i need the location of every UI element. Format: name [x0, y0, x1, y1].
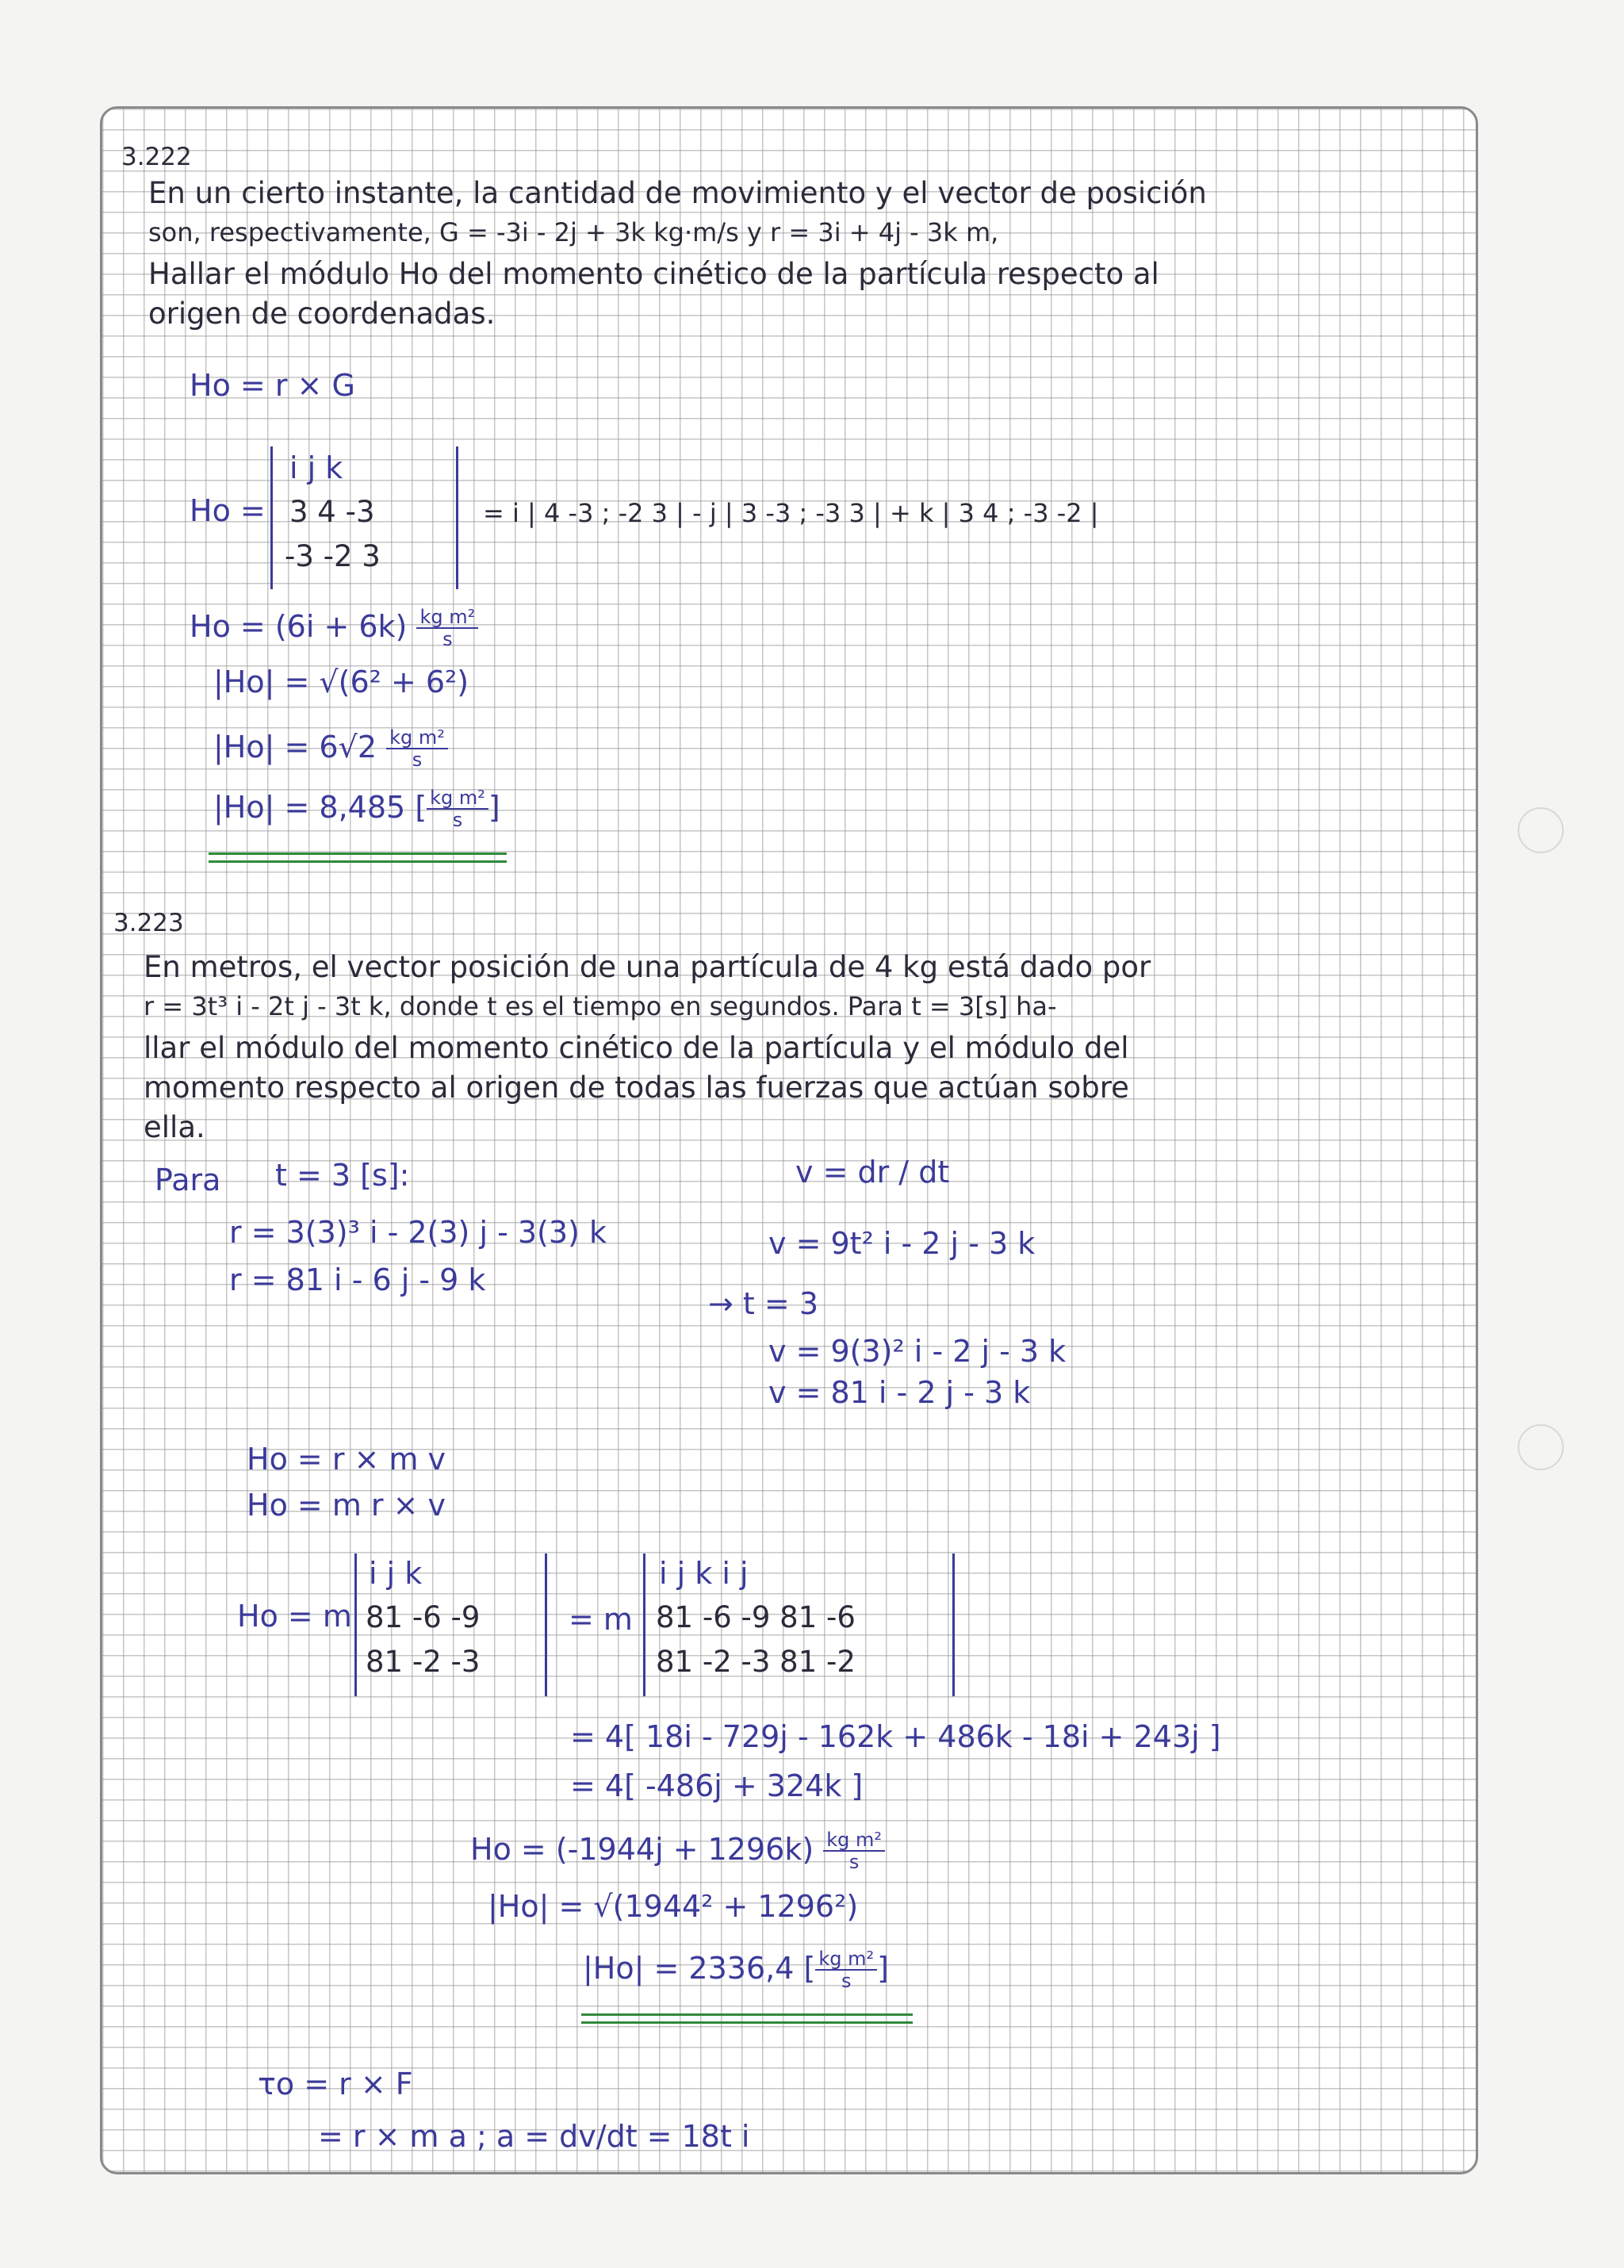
determinant-bar-left — [270, 446, 273, 589]
determinant-row: 81 -2 -3 81 -2 — [656, 1645, 856, 1679]
determinant-row: i j k — [369, 1556, 423, 1591]
unit-fraction: $\frac{\text{kg m²}}{s}$ — [416, 607, 478, 650]
determinant-label: = m — [569, 1602, 633, 1637]
magnitude-line: |Ho| = √(6² + 6²) — [213, 665, 469, 699]
determinant-bar-right — [456, 446, 458, 589]
unit-fraction: $\frac{\text{kg m²}}{s}$ — [815, 1948, 877, 1992]
problem-number: 3.223 — [113, 909, 184, 937]
unit-fraction: $\frac{\text{kg m²}}{s}$ — [386, 727, 448, 771]
bracket-close: ] — [488, 789, 500, 825]
problem-statement-line: Hallar el módulo Ho del momento cinético de la partícula respecto al — [148, 257, 1159, 291]
binder-hole — [1518, 1424, 1564, 1470]
bracket-open: [ — [803, 1950, 816, 1986]
magnitude-line — [213, 727, 448, 771]
velocity-substitution: v = 9(3)² i - 2 j - 3 k — [768, 1334, 1067, 1369]
result-vector-text: Ho = (-1944j + 1296k) — [470, 1831, 814, 1867]
determinant-bar-right — [952, 1554, 955, 1696]
determinant-row: 81 -6 -9 81 -6 — [656, 1600, 856, 1634]
determinant-expansion: = i | 4 -3 ; -2 3 | - j | 3 -3 ; -3 3 | + k | 3 4 ; -3 -2 | — [483, 498, 1099, 528]
angular-momentum-formula: Ho = m r × v — [247, 1488, 446, 1523]
determinant-row: -3 -2 3 — [285, 539, 381, 573]
problem-statement-line: son, respectivamente, G = -3i - 2j + 3k kg·m/s y r = 3i + 4j - 3k m, — [148, 217, 999, 247]
answer-underline — [581, 2021, 913, 2024]
torque-formula: τo = r × F — [258, 2067, 413, 2101]
result-vector — [190, 607, 478, 650]
velocity-definition: v = dr / dt — [795, 1155, 950, 1190]
determinant-row: i j k i j — [659, 1556, 749, 1591]
position-substitution: r = 3(3)³ i - 2(3) j - 3(3) k — [229, 1215, 607, 1250]
problem-statement-line: ella. — [144, 1110, 205, 1144]
determinant-label: Ho = — [190, 493, 266, 528]
determinant-bar-left — [643, 1554, 645, 1696]
determinant-label: Ho = m — [237, 1599, 352, 1634]
problem-number: 3.222 — [121, 143, 192, 171]
given-time: t = 3 [s]: — [275, 1158, 410, 1193]
velocity-expression: v = 9t² i - 2 j - 3 k — [768, 1226, 1036, 1261]
binder-hole — [1518, 807, 1564, 853]
time-substitution: → t = 3 — [708, 1286, 818, 1321]
final-answer-text: |Ho| = 2336,4 — [583, 1950, 795, 1986]
problem-statement-line: origen de coordenadas. — [148, 297, 496, 331]
cross-product-formula: Ho = r × G — [190, 368, 355, 403]
unit-fraction: $\frac{\text{kg m²}}{s}$ — [823, 1829, 885, 1873]
problem-statement-line: r = 3t³ i - 2t j - 3t k, donde t es el tiempo en segundos. Para t = 3[s] ha- — [144, 991, 1057, 1021]
result-vector — [470, 1829, 885, 1873]
bracket-close: ] — [877, 1950, 889, 1986]
torque-formula: = r × m a ; a = dv/dt = 18t i — [318, 2119, 750, 2154]
angular-momentum-formula: Ho = r × m v — [247, 1442, 446, 1477]
answer-underline — [581, 2013, 913, 2016]
problem-statement-line: llar el módulo del momento cinético de la partícula y el módulo del — [144, 1031, 1129, 1065]
final-answer — [213, 787, 500, 831]
final-answer-text: |Ho| = 8,485 — [213, 789, 406, 825]
determinant-bar-left — [354, 1554, 357, 1696]
magnitude-line: |Ho| = √(1944² + 1296²) — [488, 1889, 859, 1924]
expansion-line: = 4[ -486j + 324k ] — [570, 1768, 864, 1803]
unit-fraction: $\frac{\text{kg m²}}{s}$ — [427, 787, 488, 831]
notebook-page — [100, 106, 1478, 2174]
problem-statement-line: momento respecto al origen de todas las fuerzas que actúan sobre — [144, 1071, 1129, 1105]
determinant-row: 81 -2 -3 — [366, 1645, 481, 1679]
determinant-row: i j k — [289, 450, 343, 485]
bracket-open: [ — [415, 789, 427, 825]
expansion-line: = 4[ 18i - 729j - 162k + 486k - 18i + 243j ] — [570, 1719, 1221, 1754]
determinant-row: 3 4 -3 — [289, 495, 375, 529]
velocity-value: v = 81 i - 2 j - 3 k — [768, 1375, 1031, 1410]
determinant-bar-right — [545, 1554, 547, 1696]
problem-statement-line: En metros, el vector posición de una partícula de 4 kg está dado por — [144, 950, 1151, 984]
answer-underline — [209, 852, 507, 855]
determinant-row: 81 -6 -9 — [366, 1600, 481, 1634]
final-answer — [583, 1948, 889, 1992]
position-value: r = 81 i - 6 j - 9 k — [229, 1262, 486, 1297]
problem-statement-line: En un cierto instante, la cantidad de movimiento y el vector de posición — [148, 176, 1207, 210]
given-label: Para — [155, 1163, 221, 1197]
answer-underline — [209, 860, 507, 863]
magnitude-text: |Ho| = 6√2 — [213, 729, 377, 764]
result-vector-text: Ho = (6i + 6k) — [190, 608, 408, 644]
